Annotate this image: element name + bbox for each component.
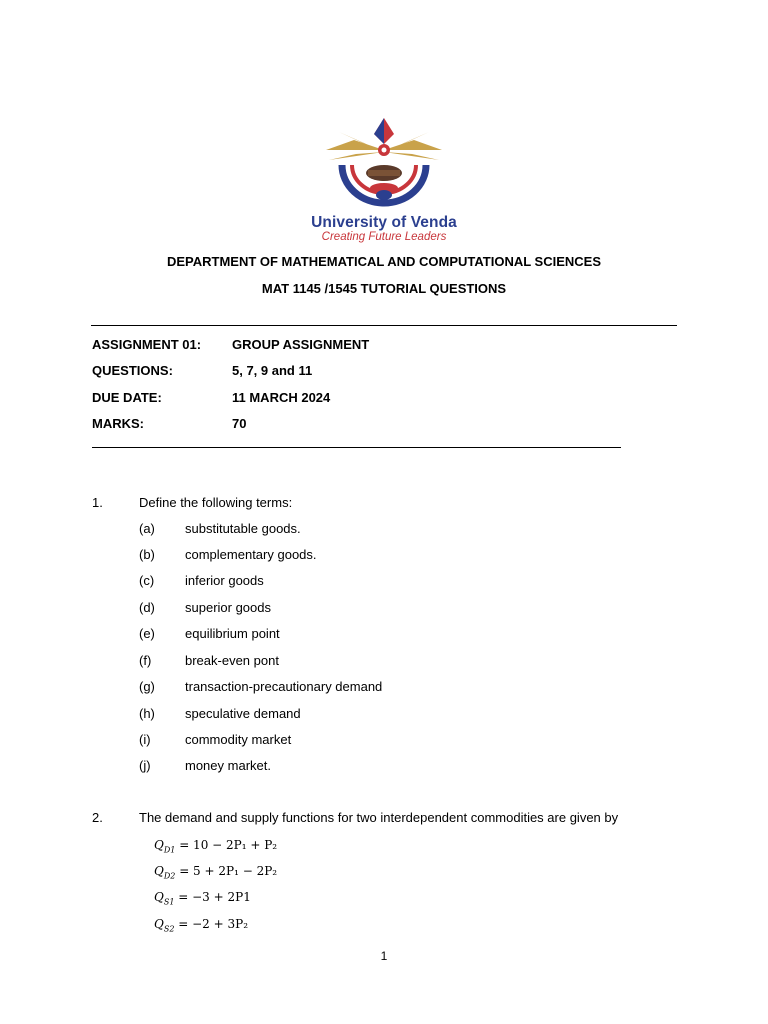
meta-value: GROUP ASSIGNMENT bbox=[232, 337, 370, 352]
equation-lhs-subscript: D2 bbox=[163, 871, 176, 881]
meta-value: 5, 7, 9 and 11 bbox=[232, 363, 313, 378]
item-label: (c) bbox=[139, 573, 155, 588]
course-title: MAT 1145 /1545 TUTORIAL QUESTIONS bbox=[261, 281, 507, 296]
item-label: (i) bbox=[139, 732, 151, 747]
question-text: The demand and supply functions for two interdependent commodities are given by bbox=[139, 810, 619, 825]
item-text: money market. bbox=[185, 758, 271, 773]
item-text: commodity market bbox=[185, 732, 292, 747]
meta-value: 70 bbox=[232, 416, 247, 431]
equation-rhs: = 5 + 2P₁ − 2P₂ bbox=[179, 864, 278, 878]
meta-key: MARKS: bbox=[92, 416, 144, 431]
equation-lhs: Q bbox=[154, 917, 164, 931]
item-text: equilibrium point bbox=[185, 626, 280, 641]
university-motto: Creating Future Leaders bbox=[321, 231, 447, 243]
meta-key: QUESTIONS: bbox=[92, 363, 173, 378]
page-number: 1 bbox=[380, 949, 388, 963]
equation bbox=[154, 890, 251, 906]
equation-lhs: Q bbox=[154, 864, 164, 878]
question-text: Define the following terms: bbox=[139, 495, 293, 510]
equation-rhs: = −2 + 3P₂ bbox=[178, 917, 249, 931]
underscore-divider bbox=[92, 447, 621, 448]
item-text: transaction-precautionary demand bbox=[185, 679, 383, 694]
equation bbox=[154, 917, 248, 933]
meta-key: ASSIGNMENT 01: bbox=[92, 337, 202, 352]
item-text: substitutable goods. bbox=[185, 521, 301, 536]
equation-lhs-subscript: D1 bbox=[163, 845, 176, 855]
equation-lhs-subscript: S2 bbox=[163, 924, 175, 934]
item-label: (f) bbox=[139, 653, 152, 668]
item-label: (g) bbox=[139, 679, 155, 694]
equation bbox=[154, 838, 277, 854]
item-label: (j) bbox=[139, 758, 151, 773]
meta-key: DUE DATE: bbox=[92, 390, 162, 405]
equation-lhs-subscript: S1 bbox=[163, 897, 175, 907]
univen-crest-icon bbox=[284, 110, 484, 215]
equation-rhs: = 10 − 2P₁ + P₂ bbox=[179, 838, 278, 852]
university-name: University of Venda bbox=[311, 214, 457, 231]
equation-lhs: Q bbox=[154, 890, 164, 904]
equation-lhs: Q bbox=[154, 838, 164, 852]
meta-value: 11 MARCH 2024 bbox=[232, 390, 331, 405]
department-title: DEPARTMENT OF MATHEMATICAL AND COMPUTATIONAL SCIENCES bbox=[166, 254, 602, 269]
item-text: inferior goods bbox=[185, 573, 264, 588]
item-label: (h) bbox=[139, 706, 155, 721]
item-label: (d) bbox=[139, 600, 155, 615]
question-number: 2. bbox=[92, 810, 103, 825]
equation bbox=[154, 864, 277, 880]
item-text: speculative demand bbox=[185, 706, 301, 721]
question-number: 1. bbox=[92, 495, 103, 510]
item-text: complementary goods. bbox=[185, 547, 317, 562]
item-label: (a) bbox=[139, 521, 155, 536]
item-label: (b) bbox=[139, 547, 155, 562]
item-label: (e) bbox=[139, 626, 155, 641]
divider-line bbox=[91, 325, 677, 326]
item-text: superior goods bbox=[185, 600, 271, 615]
item-text: break-even pont bbox=[185, 653, 279, 668]
equation-rhs: = −3 + 2P1 bbox=[178, 890, 251, 904]
